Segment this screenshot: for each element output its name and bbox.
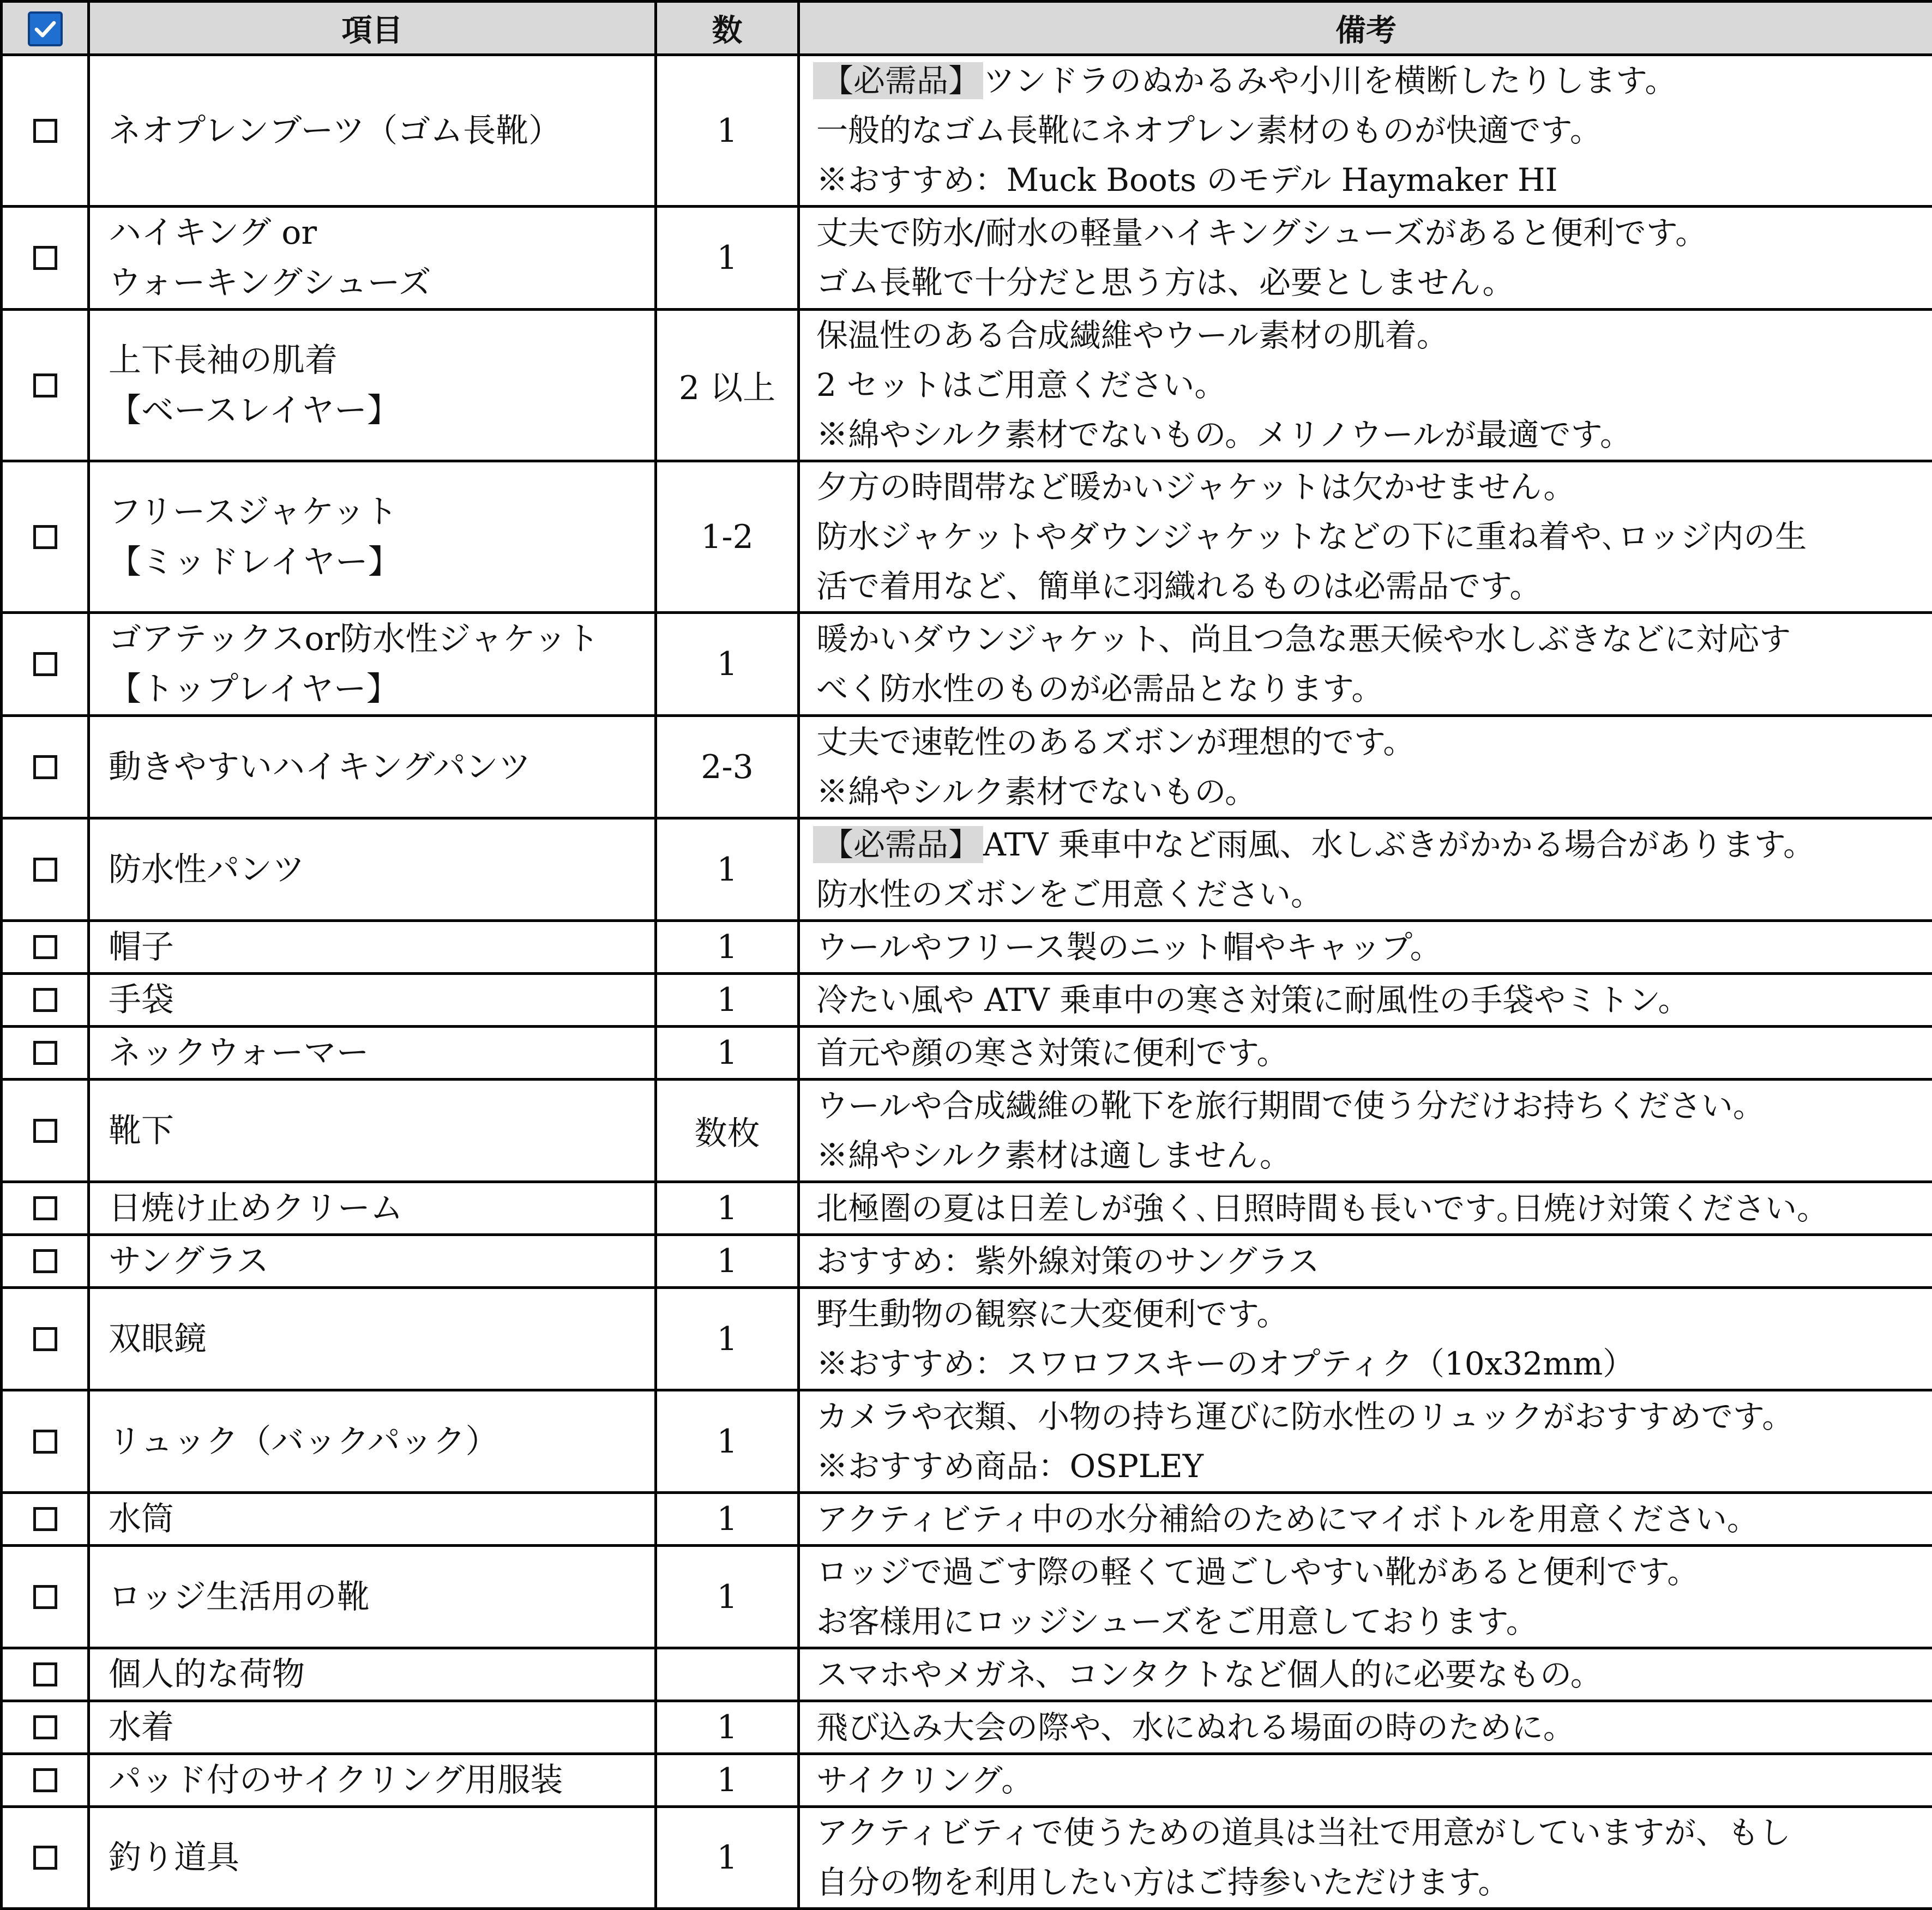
item-name-cell [89, 1390, 656, 1493]
required-tag: 【必需品】 [813, 826, 983, 863]
row-checkbox-cell[interactable] [2, 974, 89, 1027]
note-line: 一般的なゴム長靴にネオプレン素材のものが快適です。 [816, 106, 1928, 155]
item-name-line: パッド付のサイクリング用服装 [109, 1755, 654, 1805]
note-line: お客様用にロッジシューズをご用意しております。 [816, 1597, 1928, 1647]
note-line: 防水ジャケットやダウンジャケットなどの下に重ね着や､ロッジ内の生 [816, 512, 1928, 562]
row-checkbox-cell[interactable] [2, 1288, 89, 1390]
quantity-cell [656, 1648, 799, 1701]
checklist-row [2, 1754, 1932, 1807]
checklist-row [2, 461, 1932, 613]
row-checkbox-cell[interactable] [2, 207, 89, 310]
notes-cell [799, 1288, 1932, 1390]
item-name-cell [89, 1807, 656, 1909]
note-line: 2 セットはご用意ください。 [816, 360, 1928, 410]
note-text: ATV 乗車中など雨風、水しぶきがかかる場合があります。 [983, 826, 1815, 863]
notes-cell [799, 921, 1932, 974]
item-name-cell [89, 461, 656, 613]
row-checkbox[interactable] [33, 935, 57, 959]
quantity-cell: 1 [656, 1182, 799, 1235]
quantity-cell: 数枚 [656, 1080, 799, 1182]
quantity-cell: 2 以上 [656, 310, 799, 461]
note-line: ゴム長靴で十分だと思う方は、必要としません。 [816, 258, 1928, 308]
header-row [2, 2, 1932, 55]
checklist-row [2, 1701, 1932, 1754]
checklist-row [2, 1027, 1932, 1080]
notes-cell [799, 1080, 1932, 1182]
note-line [816, 820, 1928, 870]
note-line: ※おすすめ：スワロフスキーのオプティク（10x32mm） [816, 1339, 1928, 1389]
item-name-line: 【トップレイヤー】 [109, 664, 654, 714]
quantity-cell: 1-2 [656, 461, 799, 613]
row-checkbox-cell[interactable] [2, 1390, 89, 1493]
item-name-line: ゴアテックスor防水性ジャケット [109, 614, 654, 664]
row-checkbox-cell[interactable] [2, 1182, 89, 1235]
note-line: ウールやフリース製のニット帽やキャップ。 [816, 923, 1928, 972]
notes-cell [799, 55, 1932, 207]
checklist-row [2, 1080, 1932, 1182]
notes-cell [799, 818, 1932, 921]
note-line: 野生動物の観察に大変便利です。 [816, 1290, 1928, 1339]
row-checkbox[interactable] [33, 988, 57, 1012]
note-line: 暖かいダウンジャケット、尚且つ急な悪天候や水しぶきなどに対応す [816, 614, 1928, 664]
item-name-cell [89, 1493, 656, 1546]
notes-cell [799, 1235, 1932, 1288]
item-name-cell [89, 613, 656, 716]
checklist-row [2, 1288, 1932, 1390]
checklist-row [2, 310, 1932, 461]
item-name-line: 靴下 [109, 1106, 654, 1156]
row-checkbox[interactable] [33, 373, 57, 397]
quantity-cell: 1 [656, 1546, 799, 1648]
quantity-cell: 1 [656, 1493, 799, 1546]
item-name-line: 上下長袖の肌着 [109, 335, 654, 385]
quantity-cell: 1 [656, 1390, 799, 1493]
note-line [816, 56, 1928, 106]
note-line: 首元や顔の寒さ対策に便利です。 [816, 1028, 1928, 1078]
note-line: ウールや合成繊維の靴下を旅行期間で使う分だけお持ちください。 [816, 1081, 1928, 1131]
row-checkbox-cell[interactable] [2, 1754, 89, 1807]
checklist-row [2, 716, 1932, 818]
item-name-line: ウォーキングシューズ [109, 258, 654, 308]
notes-cell [799, 461, 1932, 613]
notes-cell [799, 1493, 1932, 1546]
column-header-quantity: 数 [656, 2, 799, 55]
checklist-row [2, 1648, 1932, 1701]
row-checkbox[interactable] [33, 1119, 57, 1143]
note-line: 丈夫で防水/耐水の軽量ハイキングシューズがあると便利です。 [816, 208, 1928, 258]
checklist-row [2, 1493, 1932, 1546]
row-checkbox[interactable] [33, 755, 57, 779]
notes-cell [799, 310, 1932, 461]
row-checkbox[interactable] [33, 1662, 57, 1686]
note-line: 夕方の時間帯など暖かいジャケットは欠かせません。 [816, 462, 1928, 512]
row-checkbox-cell[interactable] [2, 818, 89, 921]
quantity-cell: 1 [656, 207, 799, 310]
checklist-row [2, 207, 1932, 310]
item-name-line: ハイキング or [109, 208, 654, 258]
row-checkbox[interactable] [33, 1327, 57, 1351]
note-line: ロッジで過ごす際の軽くて過ごしやすい靴があると便利です。 [816, 1547, 1928, 1597]
quantity-cell: 1 [656, 1235, 799, 1288]
note-line: おすすめ：紫外線対策のサングラス [816, 1237, 1928, 1286]
notes-cell [799, 207, 1932, 310]
note-line: アクティビティ中の水分補給のためにマイボトルを用意ください。 [816, 1495, 1928, 1544]
item-name-line: リュック（バックパック） [109, 1417, 654, 1467]
notes-cell [799, 1701, 1932, 1754]
item-name-line: サングラス [109, 1236, 654, 1286]
item-name-cell [89, 921, 656, 974]
notes-cell [799, 1027, 1932, 1080]
note-line: 活で着用など、簡単に羽織れるものは必需品です。 [816, 562, 1928, 611]
note-line: べく防水性のものが必需品となります。 [816, 664, 1928, 714]
required-tag: 【必需品】 [813, 62, 983, 99]
checklist-row [2, 1235, 1932, 1288]
item-name-cell [89, 1235, 656, 1288]
note-line: ※おすすめ商品：OSPLEY [816, 1442, 1928, 1491]
note-text: ツンドラのぬかるみや小川を横断したりします。 [983, 62, 1676, 99]
item-name-cell [89, 1701, 656, 1754]
item-name-cell [89, 1648, 656, 1701]
select-all-checkbox[interactable] [28, 11, 63, 46]
row-checkbox[interactable] [33, 858, 57, 882]
item-name-cell [89, 716, 656, 818]
row-checkbox[interactable] [33, 1249, 57, 1273]
row-checkbox-cell[interactable] [2, 1027, 89, 1080]
item-name-cell [89, 310, 656, 461]
row-checkbox[interactable] [33, 1846, 57, 1870]
item-name-line: ロッジ生活用の靴 [109, 1572, 654, 1622]
row-checkbox-cell[interactable] [2, 1235, 89, 1288]
row-checkbox[interactable] [33, 1041, 57, 1065]
notes-cell [799, 974, 1932, 1027]
item-name-cell [89, 1027, 656, 1080]
note-line: 丈夫で速乾性のあるズボンが理想的です。 [816, 718, 1928, 767]
notes-cell [799, 716, 1932, 818]
item-name-line: 手袋 [109, 975, 654, 1025]
row-checkbox-cell[interactable] [2, 921, 89, 974]
item-name-line: 双眼鏡 [109, 1314, 654, 1364]
notes-cell [799, 1182, 1932, 1235]
note-line: 保温性のある合成繊維やウール素材の肌着。 [816, 311, 1928, 360]
checklist-row [2, 1546, 1932, 1648]
checklist-row [2, 1390, 1932, 1493]
item-name-line: 水着 [109, 1702, 654, 1752]
checklist-row [2, 1182, 1932, 1235]
row-checkbox-cell[interactable] [2, 716, 89, 818]
item-name-line: ネックウォーマー [109, 1028, 654, 1078]
quantity-cell: 1 [656, 974, 799, 1027]
notes-cell [799, 1807, 1932, 1909]
row-checkbox[interactable] [33, 1768, 57, 1792]
note-line: ※綿やシルク素材は適しません。 [816, 1131, 1928, 1180]
notes-cell [799, 1754, 1932, 1807]
note-line: スマホやメガネ、コンタクトなど個人的に必要なもの。 [816, 1650, 1928, 1700]
checklist-row [2, 921, 1932, 974]
item-name-line: 日焼け止めクリーム [109, 1183, 654, 1233]
row-checkbox[interactable] [33, 246, 57, 270]
item-name-line: フリースジャケット [109, 487, 654, 537]
notes-cell [799, 1390, 1932, 1493]
column-header-notes: 備考 [799, 2, 1932, 55]
row-checkbox-cell[interactable] [2, 1080, 89, 1182]
quantity-cell: 1 [656, 1754, 799, 1807]
row-checkbox-cell[interactable] [2, 1807, 89, 1909]
checklist-row [2, 55, 1932, 207]
quantity-cell: 1 [656, 1701, 799, 1754]
item-name-cell [89, 1080, 656, 1182]
row-checkbox-cell[interactable] [2, 461, 89, 613]
row-checkbox[interactable] [33, 525, 57, 549]
item-name-line: 動きやすいハイキングパンツ [109, 742, 654, 792]
item-name-line: 釣り道具 [109, 1833, 654, 1883]
note-line: ※綿やシルク素材でないもの。 [816, 767, 1928, 817]
row-checkbox[interactable] [33, 1585, 57, 1609]
item-name-cell [89, 1754, 656, 1807]
row-checkbox[interactable] [33, 1196, 57, 1220]
item-name-cell [89, 207, 656, 310]
row-checkbox-cell[interactable] [2, 1493, 89, 1546]
quantity-cell: 1 [656, 55, 799, 207]
quantity-cell: 1 [656, 613, 799, 716]
note-line: サイクリング。 [816, 1756, 1928, 1805]
item-name-line: 個人的な荷物 [109, 1649, 654, 1700]
note-line: アクティビティで使うための道具は当社で用意がしていますが、もし [816, 1808, 1928, 1858]
note-line: ※綿やシルク素材でないもの。メリノウールが最適です。 [816, 410, 1928, 460]
checklist-row [2, 974, 1932, 1027]
row-checkbox-cell[interactable] [2, 1648, 89, 1701]
notes-cell [799, 1546, 1932, 1648]
item-name-cell [89, 974, 656, 1027]
item-name-line: 防水性パンツ [109, 845, 654, 895]
checklist-row [2, 613, 1932, 716]
item-name-line: 水筒 [109, 1494, 654, 1544]
item-name-line: 帽子 [109, 922, 654, 972]
row-checkbox-cell[interactable] [2, 310, 89, 461]
notes-cell [799, 1648, 1932, 1701]
note-line: 飛び込み大会の際や、水にぬれる場面の時のために。 [816, 1703, 1928, 1752]
quantity-cell: 1 [656, 1807, 799, 1909]
quantity-cell: 2-3 [656, 716, 799, 818]
quantity-cell: 1 [656, 1027, 799, 1080]
row-checkbox[interactable] [33, 652, 57, 676]
checklist-row [2, 1807, 1932, 1909]
row-checkbox-cell[interactable] [2, 1546, 89, 1648]
column-header-item: 項目 [89, 2, 656, 55]
note-line: 自分の物を利用したい方はご持参いただけます。 [816, 1858, 1928, 1907]
item-name-cell [89, 818, 656, 921]
row-checkbox-cell[interactable] [2, 1701, 89, 1754]
item-name-cell [89, 1546, 656, 1648]
quantity-cell: 1 [656, 921, 799, 974]
note-line: カメラや衣類、小物の持ち運びに防水性のリュックがおすすめです。 [816, 1392, 1928, 1442]
item-name-cell [89, 55, 656, 207]
item-name-cell [89, 1288, 656, 1390]
row-checkbox-cell[interactable] [2, 613, 89, 716]
item-name-line: ネオプレンブーツ（ゴム長靴） [109, 106, 654, 156]
quantity-cell: 1 [656, 1288, 799, 1390]
item-name-line: 【ベースレイヤー】 [109, 385, 654, 436]
note-line: 冷たい風や ATV 乗車中の寒さ対策に耐風性の手袋やミトン。 [816, 975, 1928, 1025]
item-name-line: 【ミッドレイヤー】 [109, 537, 654, 587]
item-name-cell [89, 1182, 656, 1235]
checkmark-icon [32, 16, 58, 42]
row-checkbox[interactable] [33, 1715, 57, 1739]
checklist-row [2, 818, 1932, 921]
row-checkbox[interactable] [33, 1430, 57, 1454]
row-checkbox[interactable] [33, 119, 57, 143]
note-line: ※おすすめ：Muck Boots のモデル Haymaker HI [816, 155, 1928, 205]
note-line: 防水性のズボンをご用意ください。 [816, 870, 1928, 919]
row-checkbox[interactable] [33, 1507, 57, 1531]
select-all-checkbox-cell[interactable] [2, 2, 89, 55]
note-line: 北極圏の夏は日差しが強く､日照時間も長いです｡日焼け対策ください。 [816, 1184, 1928, 1233]
row-checkbox-cell[interactable] [2, 55, 89, 207]
notes-cell [799, 613, 1932, 716]
quantity-cell: 1 [656, 818, 799, 921]
